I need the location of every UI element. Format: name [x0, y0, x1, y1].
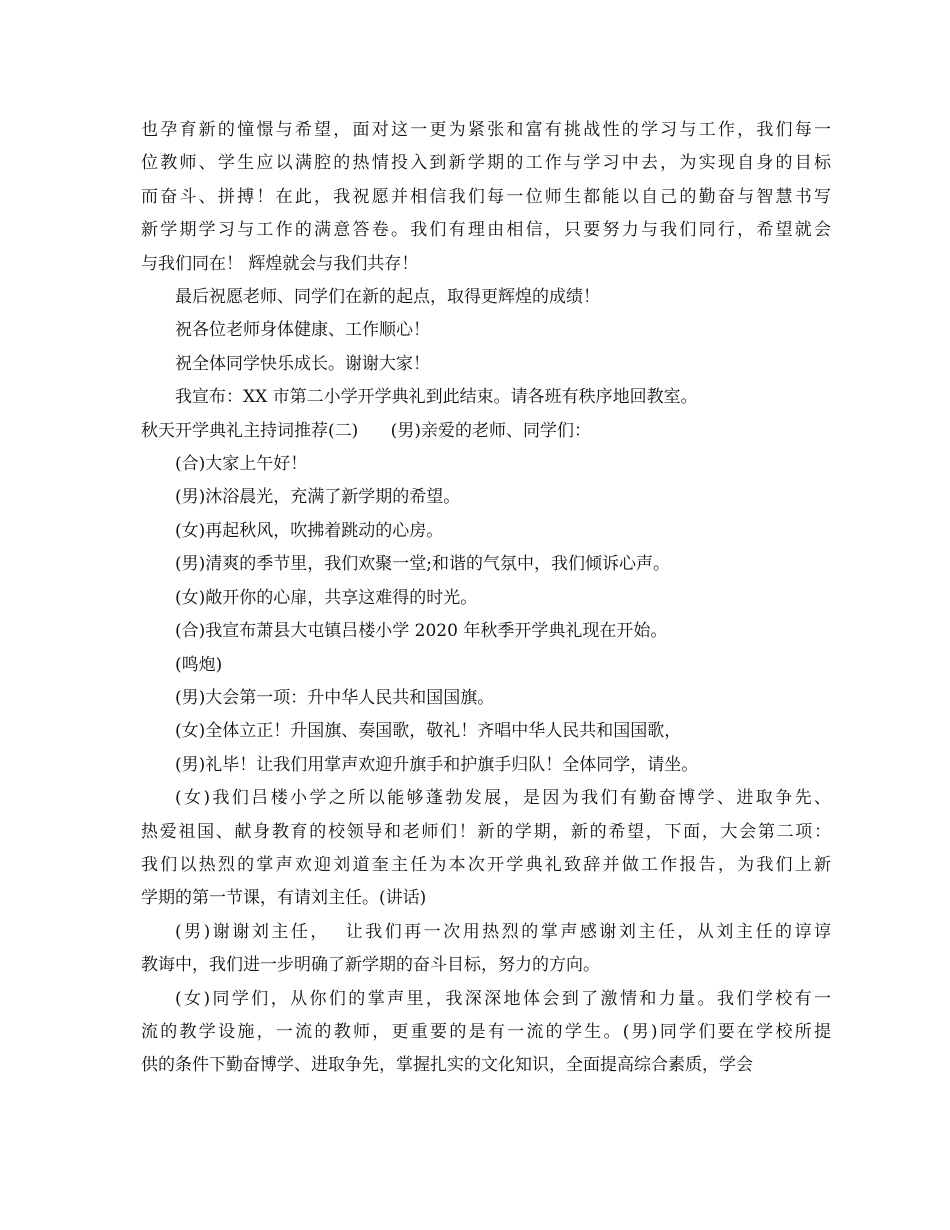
text-line: 我宣布：XX 市第二小学开学典礼到此结束。请各班有秩序地回教室。	[175, 387, 698, 408]
paragraph	[141, 782, 831, 916]
text-line: 热爱祖国、献身教育的校领导和老师们！新的学期，新的希望，下面，大会第二项：	[141, 821, 831, 842]
text-line: (女)再起秋风，吹拂着跳动的心房。	[175, 520, 444, 541]
text-line: (鸣炮)	[175, 654, 223, 675]
text-line: (男)礼毕！让我们用掌声欢迎升旗手和护旗手归队！全体同学，请坐。	[175, 754, 699, 775]
text-line: 教诲中，我们进一步明确了新学期的奋斗目标，努力的方向。	[141, 955, 600, 976]
text-line: 也孕育新的憧憬与希望，面对这一更为紧张和富有挑战性的学习与工作，我们每一	[141, 120, 831, 140]
text-line: 祝全体同学快乐成长。谢谢大家！	[175, 353, 430, 374]
paragraph	[141, 348, 831, 381]
paragraph	[141, 916, 831, 983]
text-line: 位教师、学生应以满腔的热情投入到新学期的工作与学习中去，为实现自身的目标	[141, 153, 831, 174]
text-line: (男)谢谢刘主任， 让我们再一次用热烈的掌声感谢刘主任，从刘主任的谆谆	[175, 921, 831, 942]
paragraph	[141, 448, 831, 481]
text-line: 最后祝愿老师、同学们在新的起点，取得更辉煌的成绩！	[175, 287, 600, 308]
paragraph	[141, 381, 831, 414]
text-line: (女)同学们，从你们的掌声里，我深深地体会到了激情和力量。我们学校有一	[175, 988, 831, 1009]
paragraph	[141, 481, 831, 514]
text-line: 秋天开学典礼主持词推荐(二) (男)亲爱的老师、同学们：	[141, 420, 591, 441]
paragraph	[141, 415, 831, 448]
paragraph	[141, 615, 831, 648]
paragraph	[141, 682, 831, 715]
text-line: 与我们同在！ 辉煌就会与我们共存！	[141, 253, 419, 274]
paragraph	[141, 582, 831, 615]
text-line: (女)敞开你的心扉，共享这难得的时光。	[175, 587, 478, 608]
text-line: (男)清爽的季节里，我们欢聚一堂;和谐的气氛中，我们倾诉心声。	[175, 554, 670, 575]
text-line: 新学期学习与工作的满意答卷。我们有理由相信，只要努力与我们同行，希望就会	[141, 220, 831, 241]
text-line: (女)我们吕楼小学之所以能够蓬勃发展，是因为我们有勤奋博学、进取争先、	[175, 788, 831, 809]
text-line: 我们以热烈的掌声欢迎刘道奎主任为本次开学典礼致辞并做工作报告，为我们上新	[141, 854, 831, 875]
paragraph	[141, 515, 831, 548]
paragraph	[141, 114, 831, 281]
paragraph	[141, 749, 831, 782]
paragraph	[141, 314, 831, 347]
text-line: (女)全体立正！升国旗、奏国歌，敬礼！齐唱中华人民共和国国歌，	[175, 721, 682, 742]
document-body	[141, 114, 831, 1083]
text-line: 供的条件下勤奋博学、进取争先，掌握扎实的文化知识，全面提高综合素质，学会	[141, 1055, 753, 1076]
text-line: 而奋斗、拼搏！在此，我祝愿并相信我们每一位师生都能以自己的勤奋与智慧书写	[141, 186, 831, 207]
text-line: (男)沐浴晨光，充满了新学期的希望。	[175, 487, 461, 508]
text-line: (合)我宣布萧县大屯镇吕楼小学 2020 年秋季开学典礼现在开始。	[175, 621, 668, 642]
text-line: 祝各位老师身体健康、工作顺心！	[175, 320, 430, 341]
text-line: (合)大家上午好！	[175, 454, 308, 475]
text-line: 流的教学设施，一流的教师，更重要的是有一流的学生。(男)同学们要在学校所提	[141, 1021, 831, 1042]
text-line: 学期的第一节课，有请刘主任。(讲话)	[141, 888, 427, 909]
paragraph	[141, 715, 831, 748]
paragraph	[141, 281, 831, 314]
paragraph	[141, 983, 831, 1083]
paragraph	[141, 548, 831, 581]
paragraph	[141, 649, 831, 682]
text-line: (男)大会第一项：升中华人民共和国国旗。	[175, 687, 495, 708]
